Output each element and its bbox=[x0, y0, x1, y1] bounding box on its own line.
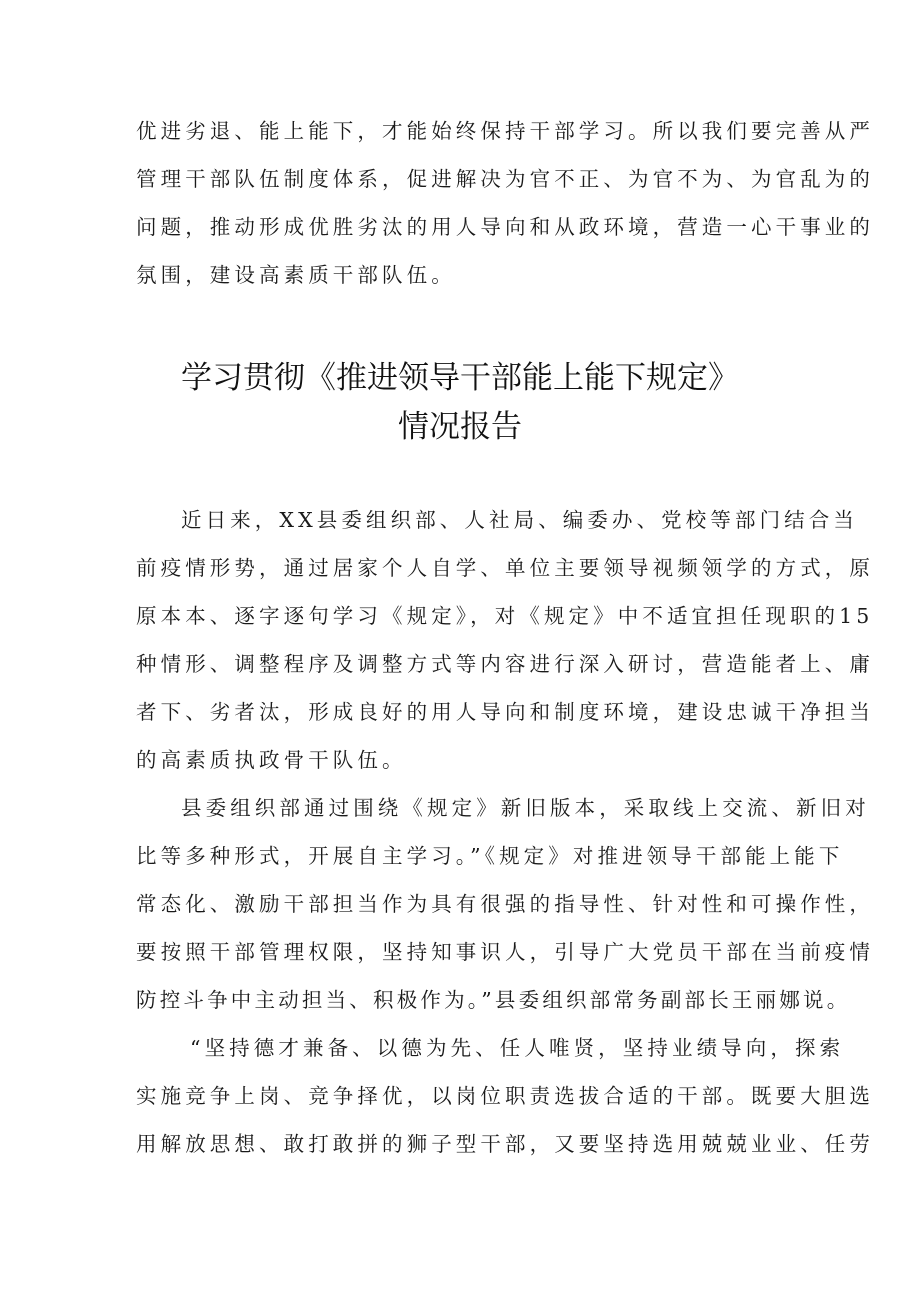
document-subtitle: 情况报告 bbox=[398, 409, 522, 445]
paragraph-2-line: 防控斗争中主动担当、积极作为。”县委组织部常务副部长王丽娜说。 bbox=[136, 988, 851, 1012]
paragraph-1-line: 前疫情形势，通过居家个人自学、单位主要领导视频领学的方式，原 bbox=[136, 556, 874, 580]
intro-line: 问题，推动形成优胜劣汰的用人导向和从政环境，营造一心干事业的 bbox=[136, 215, 874, 239]
paragraph-2-line: 要按照干部管理权限，坚持知事识人，引导广大党员干部在当前疫情 bbox=[136, 940, 874, 964]
paragraph-3-line: “坚持德才兼备、以德为先、任人唯贤，坚持业绩导向，探索 bbox=[190, 1036, 845, 1060]
paragraph-2-line: 县委组织部通过围绕《规定》新旧版本，采取线上交流、新旧对 bbox=[181, 796, 870, 820]
paragraph-1-line: 原本本、逐字逐句学习《规定》，对《规定》中不适宜担任现职的15 bbox=[136, 604, 874, 628]
paragraph-1-line: 种情形、调整程序及调整方式等内容进行深入研讨，营造能者上、庸 bbox=[136, 652, 874, 676]
paragraph-3-line: 用解放思想、敢打敢拼的狮子型干部，又要坚持选用兢兢业业、任劳 bbox=[136, 1132, 874, 1156]
paragraph-1-line: 者下、劣者汰，形成良好的用人导向和制度环境，建设忠诚干净担当 bbox=[136, 700, 874, 724]
paragraph-1-line: 的高素质执政骨干队伍。 bbox=[136, 748, 407, 772]
intro-line: 氛围，建设高素质干部队伍。 bbox=[136, 263, 456, 287]
paragraph-3-line: 实施竞争上岗、竞争择优，以岗位职责选拔合适的干部。既要大胆选 bbox=[136, 1084, 874, 1108]
paragraph-2-line: 比等多种形式，开展自主学习。”《规定》对推进领导干部能上能下 bbox=[136, 844, 844, 868]
paragraph-1-line: 近日来，XX县委组织部、人社局、编委办、党校等部门结合当 bbox=[181, 508, 858, 532]
document-title: 学习贯彻《推进领导干部能上能下规定》 bbox=[181, 360, 739, 396]
paragraph-2-line: 常态化、激励干部担当作为具有很强的指导性、针对性和可操作性， bbox=[136, 892, 874, 916]
intro-line: 管理干部队伍制度体系，促进解决为官不正、为官不为、为官乱为的 bbox=[136, 167, 874, 191]
intro-line: 优进劣退、能上能下，才能始终保持干部学习。所以我们要完善从严 bbox=[136, 119, 874, 143]
